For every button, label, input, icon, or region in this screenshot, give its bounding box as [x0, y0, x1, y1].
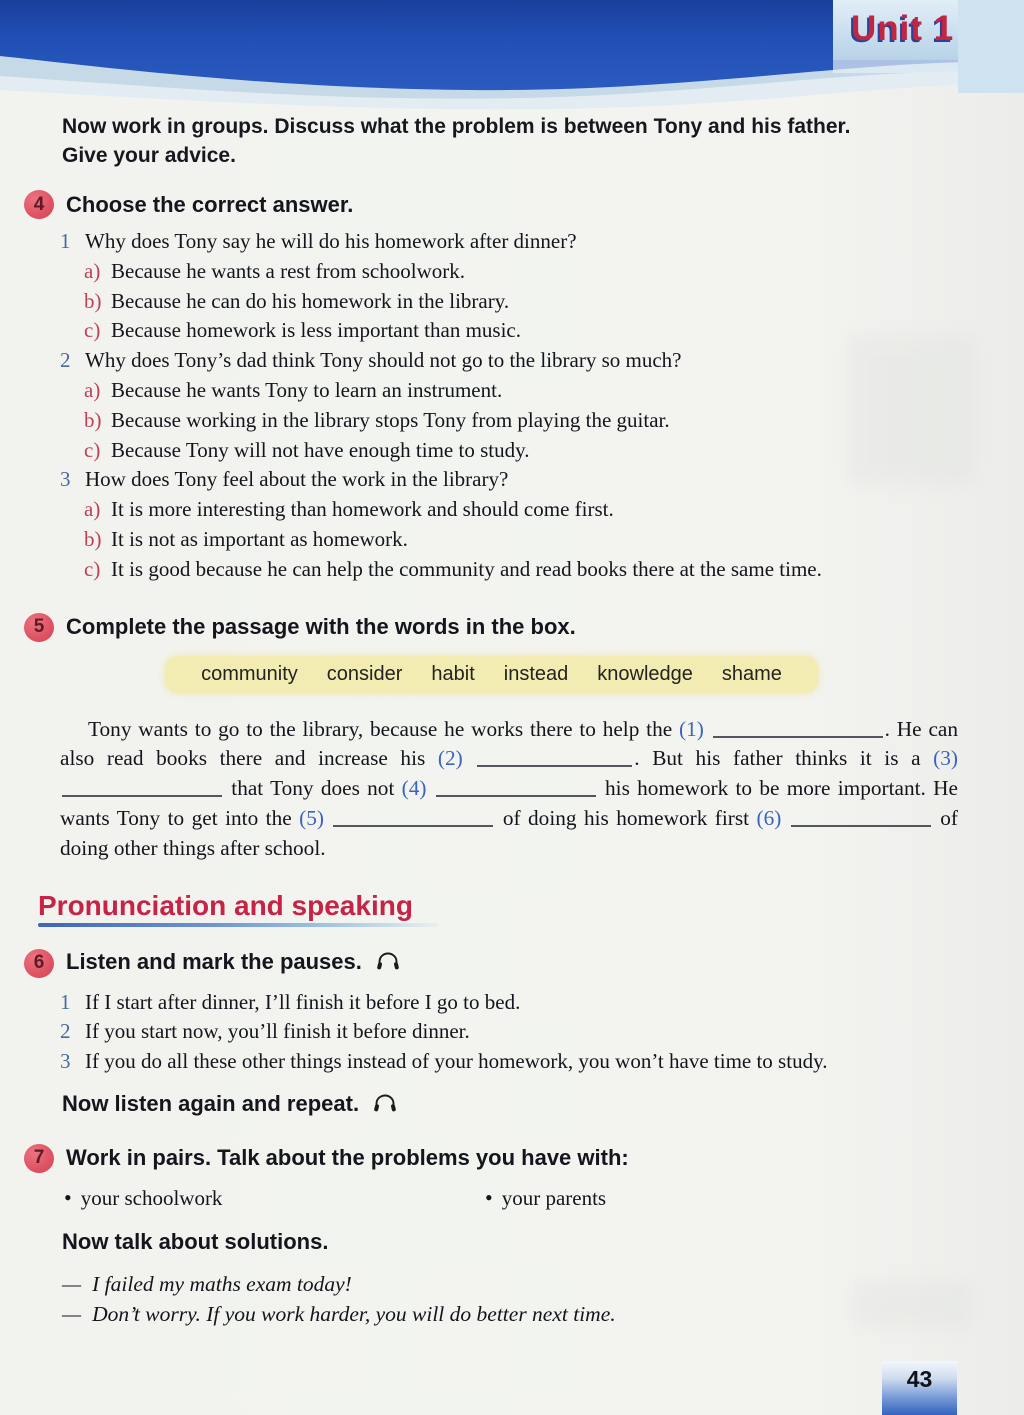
- unit-panel-fade: [833, 60, 958, 73]
- passage-text: that Tony does not: [224, 776, 402, 801]
- blank-line: [713, 721, 883, 738]
- blank-number: (6): [756, 805, 789, 830]
- exercise-number-badge: 5: [24, 613, 54, 642]
- passage-text: Tony wants to go to the library, because he works there to help the: [88, 716, 680, 741]
- word-box-word: knowledge: [597, 662, 693, 685]
- exercise6-title: [66, 949, 400, 978]
- option-row: [84, 406, 1024, 436]
- passage-text: his homework to be more important. He wants Tony to get into the: [60, 776, 958, 830]
- option-letter: c): [84, 318, 101, 343]
- exercise-number-badge: 4: [24, 190, 54, 219]
- sentence-text: If I start after dinner, I’ll finish it before I go to bed.: [85, 989, 521, 1014]
- dialogue-text: I failed my maths exam today!: [92, 1271, 352, 1296]
- unit-label: Unit 1: [851, 9, 955, 48]
- blank-number: (4): [401, 776, 434, 801]
- passage-text: of doing other things after school.: [60, 805, 958, 860]
- option-text: Because he can do his homework in the library.: [111, 288, 510, 313]
- question-text: Why does Tony’s dad think Tony should not go to the library so much?: [85, 348, 682, 373]
- dialogue-text: Don’t worry. If you work harder, you will do better next time.: [92, 1301, 616, 1326]
- option-text: It is more interesting than homework and should come first.: [111, 497, 614, 522]
- bullet-text: your schoolwork: [80, 1185, 223, 1210]
- dialogue-line: [62, 1299, 1024, 1329]
- exercise-number-badge: 6: [24, 949, 54, 978]
- blank-line: [333, 810, 493, 827]
- sentence-row: [60, 1047, 1024, 1077]
- blank-line: [477, 750, 632, 767]
- bullet-icon: •: [64, 1184, 72, 1210]
- blank-line: [791, 810, 931, 827]
- bullet-text: your parents: [501, 1185, 607, 1210]
- question-number: 2: [60, 348, 71, 373]
- headphones-icon: [373, 1092, 397, 1120]
- unit-panel-right: [958, 0, 1024, 93]
- option-letter: b): [84, 526, 102, 551]
- word-box-word: shame: [721, 662, 782, 685]
- bullet-icon: •: [485, 1184, 493, 1210]
- dialogue: [0, 1269, 1024, 1329]
- exercise4-header: [24, 190, 1024, 219]
- followup-text: Now listen again and repeat.: [62, 1090, 360, 1116]
- sentence-number: 3: [60, 1049, 71, 1074]
- word-box: [165, 656, 818, 693]
- intro-text: [62, 113, 972, 170]
- question-text: Why does Tony say he will do his homework after dinner?: [85, 229, 577, 253]
- sentence-text: If you do all these other things instead of your homework, you won’t have time to study.: [85, 1049, 828, 1074]
- dialogue-dash: —: [62, 1301, 82, 1326]
- section-heading: Pronunciation and speaking: [38, 889, 413, 921]
- option-text: Because Tony will not have enough time to study.: [111, 437, 530, 462]
- word-box-word: instead: [503, 662, 569, 685]
- exercise-number-badge: 7: [24, 1144, 54, 1173]
- exercise6-followup: [62, 1091, 1024, 1120]
- intro-line: Give your advice.: [62, 143, 236, 167]
- option-row: [84, 436, 1024, 466]
- bullet-item: [485, 1185, 606, 1211]
- option-letter: b): [84, 407, 102, 432]
- exercise7-bullets: [64, 1185, 1024, 1211]
- word-box-word: habit: [431, 662, 475, 685]
- blank-line: [62, 780, 222, 797]
- option-letter: a): [84, 377, 101, 402]
- question-row: [60, 227, 1024, 257]
- bullet-item: [64, 1185, 485, 1211]
- blank-number: (3): [933, 746, 958, 771]
- exercise5-header: [24, 613, 1024, 642]
- page-number-box: [882, 1361, 957, 1415]
- passage-text: . But his father thinks it is a: [634, 746, 934, 771]
- option-letter: c): [84, 556, 101, 581]
- option-row: [84, 287, 1024, 317]
- exercise7-title: Work in pairs. Talk about the problems you have with:: [66, 1145, 629, 1171]
- dialogue-dash: —: [62, 1271, 82, 1296]
- page-content: [0, 113, 1024, 1329]
- sentence-number: 2: [60, 1019, 71, 1044]
- question-row: [60, 465, 1024, 495]
- question-text: How does Tony feel about the work in the library?: [85, 467, 509, 492]
- sentence-row: [60, 988, 1024, 1018]
- exercise4-title: Choose the correct answer.: [66, 191, 354, 217]
- passage-text: of doing his homework first: [495, 805, 757, 830]
- word-box-word: community: [201, 662, 298, 685]
- blank-number: (2): [437, 746, 476, 771]
- dialogue-line: [62, 1269, 1024, 1299]
- question-number: 1: [60, 229, 71, 253]
- option-row: [84, 495, 1024, 525]
- blank-number: (5): [299, 805, 332, 830]
- exercise6-header: [24, 949, 1024, 978]
- option-row: [84, 555, 1024, 585]
- sentence-text: If you start now, you’ll finish it before dinner.: [85, 1019, 470, 1044]
- question-row: [60, 346, 1024, 376]
- option-letter: b): [84, 288, 102, 313]
- option-row: [84, 316, 1024, 346]
- word-box-word: consider: [326, 662, 403, 685]
- option-text: Because working in the library stops Tony from playing the guitar.: [111, 407, 670, 432]
- headphones-icon: [376, 950, 400, 978]
- blank-number: (1): [679, 716, 711, 741]
- passage-text: . He can also read books there and increase his: [60, 716, 959, 771]
- passage: [60, 715, 958, 864]
- option-letter: c): [84, 437, 101, 462]
- exercise7-header: [24, 1144, 1024, 1173]
- option-row: [84, 376, 1024, 406]
- option-text: It is good because he can help the community and read books there at the same time.: [111, 556, 822, 581]
- section-heading-underline: [38, 923, 438, 927]
- exercise5-title: Complete the passage with the words in the box.: [66, 614, 576, 640]
- option-text: Because he wants a rest from schoolwork.: [111, 258, 465, 283]
- exercise6-sentences: [0, 988, 1024, 1077]
- option-row: [84, 257, 1024, 287]
- exercise4-questions: [0, 227, 1024, 585]
- option-text: It is not as important as homework.: [111, 526, 408, 551]
- question-number: 3: [60, 467, 71, 492]
- option-text: Because he wants Tony to learn an instrument.: [111, 377, 503, 402]
- exercise7-subtitle: Now talk about solutions.: [62, 1228, 329, 1254]
- option-letter: a): [84, 258, 101, 283]
- option-letter: a): [84, 497, 101, 522]
- option-row: [84, 525, 1024, 555]
- sentence-row: [60, 1017, 1024, 1047]
- option-text: Because homework is less important than music.: [111, 318, 522, 343]
- page-number: 43: [906, 1366, 933, 1392]
- intro-line: Now work in groups. Discuss what the problem is between Tony and his father.: [62, 115, 851, 138]
- blank-line: [436, 780, 596, 797]
- sentence-number: 1: [60, 989, 71, 1014]
- exercise6-title-text: Listen and mark the pauses.: [66, 948, 362, 974]
